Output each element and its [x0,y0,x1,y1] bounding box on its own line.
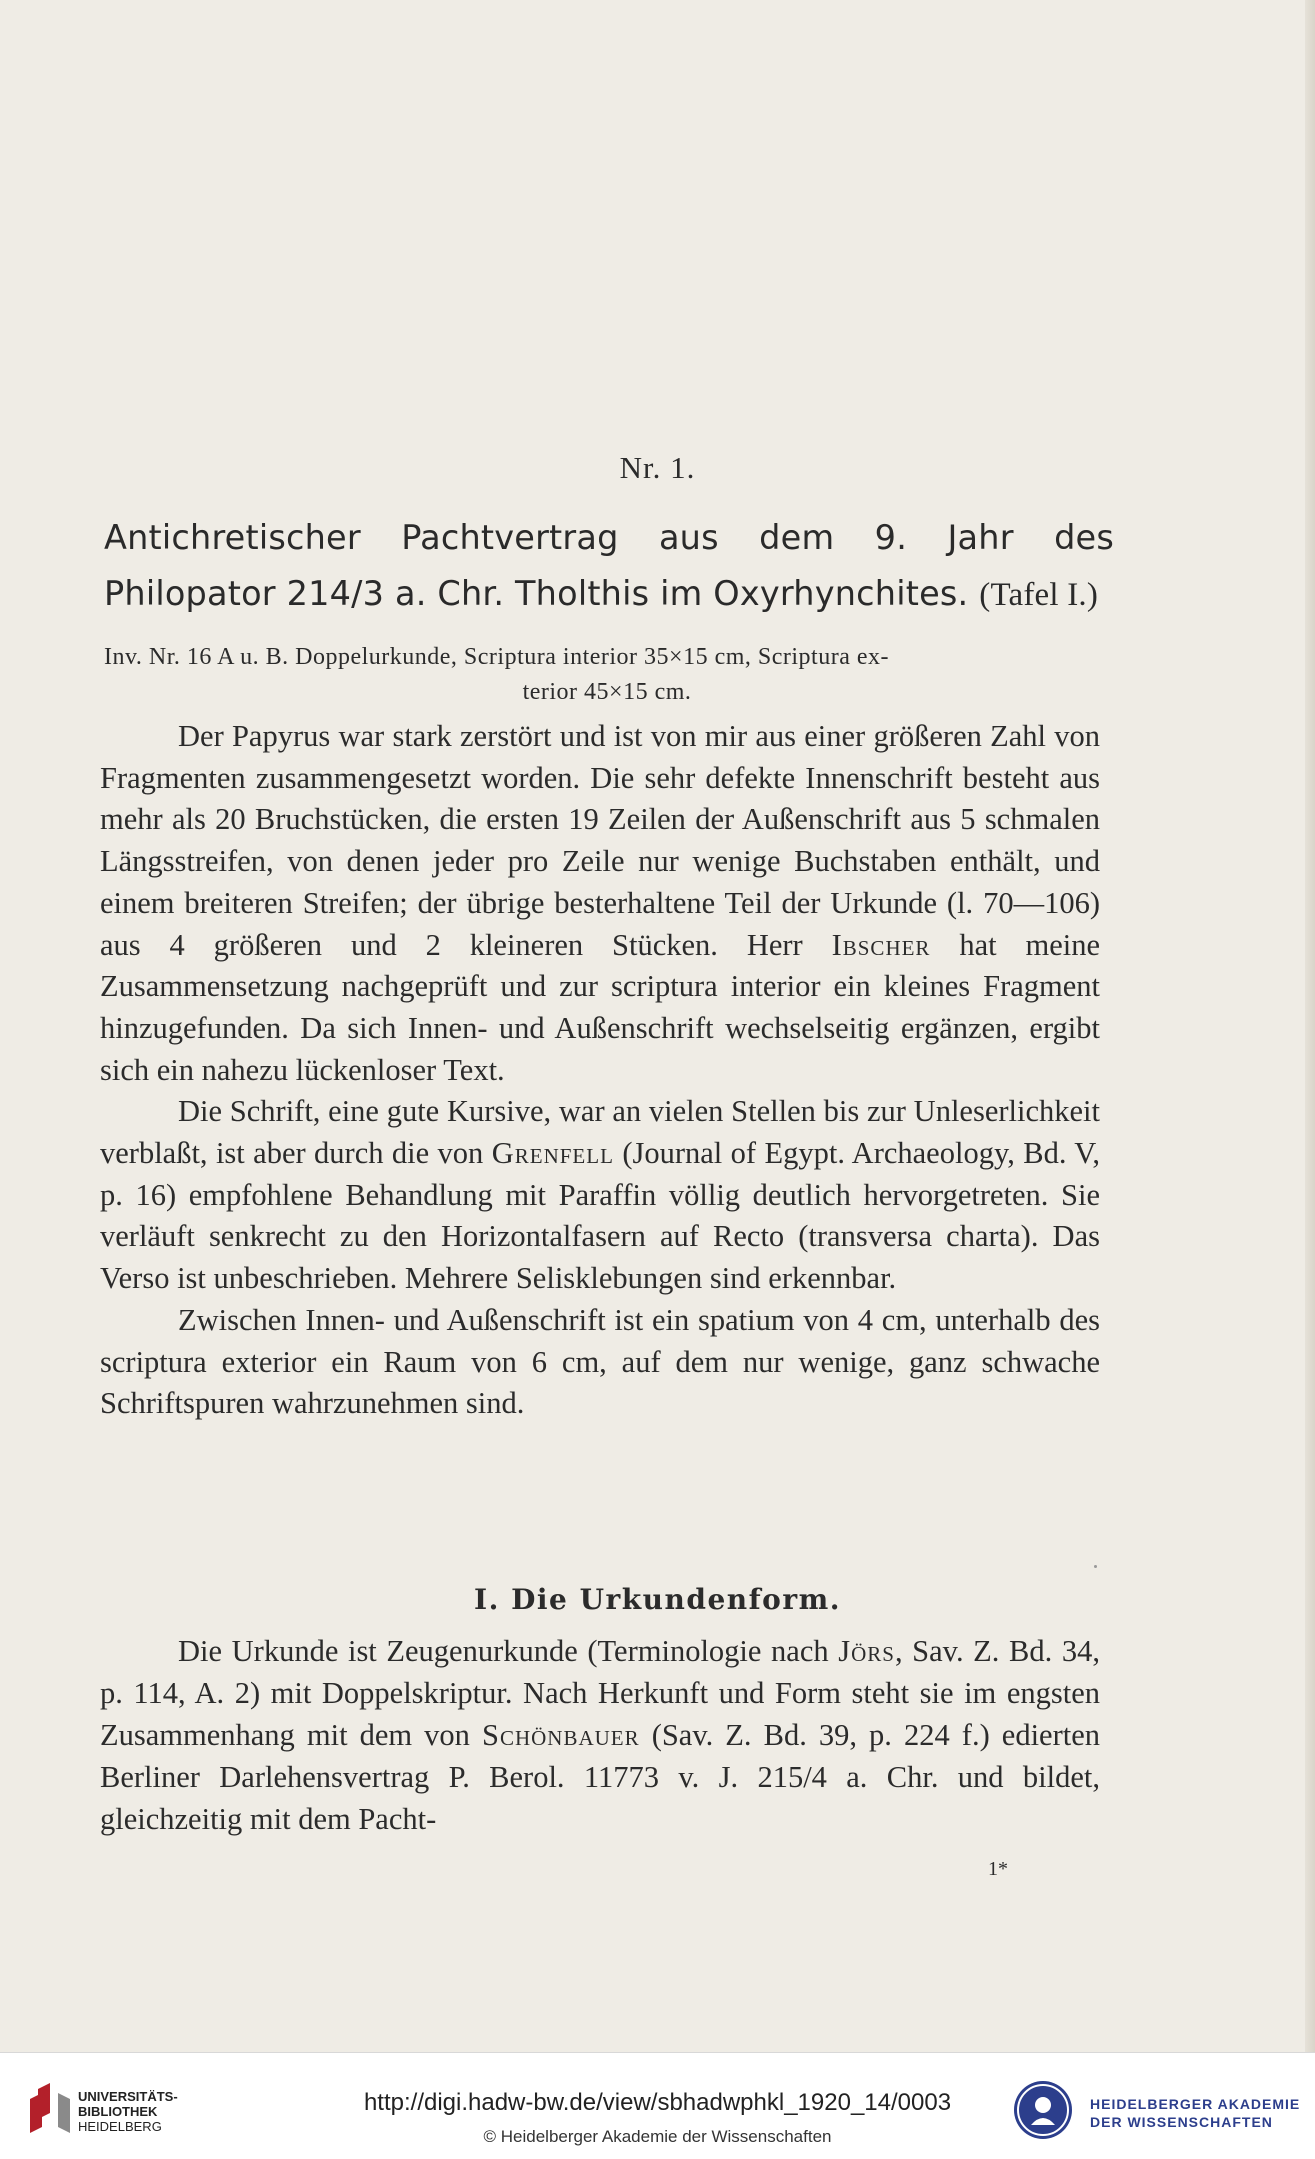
paragraph-2 [100,1091,1100,1300]
para4-b: , Sav. Z. Bd. 34, p. 114, A. 2) mit Doppelskriptur. Nach Herkunft und Form steht sie im engsten Zusammenhang mit dem von [100,1634,1100,1752]
body-text-2 [100,1630,1100,1840]
speck [1094,1565,1097,1568]
inventory-line: Inv. Nr. 16 A u. B. Doppelurkunde, Scriptura interior 35×15 cm, Scriptura ex- [104,644,890,670]
library-line-1: UNIVERSITÄTS- [78,2089,178,2104]
para4-c: (Sav. Z. Bd. 39, p. 224 f.) edierten Berliner Darlehensvertrag P. Berol. 11773 v. J. 215/4 a. Chr. und bildet, gleichzeitig mit dem Pacht- [100,1718,1101,1836]
academy-text [1090,2095,1300,2131]
footer-bar [0,2052,1315,2159]
academy-line-2: DER WISSENSCHAFTEN [1090,2114,1273,2130]
title-tafel: (Tafel I.) [979,577,1099,613]
name-grenfell: Grenfell [491,1136,614,1171]
section-heading: I. Die Urkundenform. [474,1583,841,1616]
copyright: © Heidelberger Akademie der Wissenschaften [483,2127,832,2146]
paragraph-1 [100,716,1100,1091]
name-schoenbauer: Schönbauer [481,1718,640,1752]
para1-a: Der Papyrus war stark zerstört und ist von mir aus einer größeren Zahl von Fragmenten zusammengesetzt worden. Die sehr defekte Innenschrift besteht aus mehr als 20 Bruchstücken, die ersten 19 Zeilen der Außenschrift aus 5 schmalen Längsstreifen, von denen jeder pro Zeile nur wenige Buchstaben enthält, und einem breiteren Streifen; der übrige besterhaltene Teil der Urkunde (l. 70—106) aus 4 größeren und 2 kleineren Stücken. Herr [100,719,1100,962]
signature-mark: 1* [988,1858,1008,1880]
para2-b: (Journal of Egypt. Archaeology, Bd. V, p. 16) empfohlene Behandlung mit Paraffin völlig deutlich hervorgetreten. Sie verläuft senkrecht zu den Horizontalfasern auf Recto (transversa charta). Das Verso ist unbeschrieben. Mehrere Selisklebungen sind erkennbar. [100,1136,1101,1296]
para2-a: Die Schrift, eine gute Kursive, war an vielen Stellen bis zur Unleserlichkeit verblaßt, ist aber durch die von [100,1094,1100,1171]
source-url[interactable]: http://digi.hadw-bw.de/view/sbhadwphkl_1920_14/0003 [363,2089,952,2116]
body-text [100,716,1100,1425]
title-main: Antichretischer Pachtvertrag aus dem 9. Jahr des Philopator 214/3 a. Chr. Tholthis im Oxyrhynchites. [104,518,1114,613]
document-number: Nr. 1. [619,450,696,485]
paper-edge [1305,0,1315,2052]
para1-b: hat meine Zusammensetzung nachgeprüft und zur scriptura interior ein kleines Fragment hinzugefunden. Da sich Innen- und Außenschrift wechselseitig ergänzen, ergibt sich ein nahezu lückenloser Text. [100,927,1101,1087]
paragraph-3: Zwischen Innen- und Außenschrift ist ein spatium von 4 cm, unterhalb des scriptura exterior ein Raum von 6 cm, auf dem nur wenige, ganz schwache Schriftspuren wahrzunehmen sind. [100,1302,1100,1421]
name-joers: Jörs [838,1634,895,1668]
inventory-cont: terior 45×15 cm. [522,679,692,705]
library-line-2: BIBLIOTHEK [78,2104,158,2119]
library-line-3: HEIDELBERG [78,2119,162,2134]
paragraph-4 [100,1630,1100,1840]
para4-a: Die Urkunde ist Zeugenurkunde (Terminologie nach [178,1634,829,1668]
document-title [104,510,1114,623]
academy-seal-icon [1014,2081,1072,2139]
inventory-note [104,640,1110,710]
name-ibscher: Ibscher [831,927,931,962]
academy-line-1: HEIDELBERGER AKADEMIE [1090,2096,1301,2112]
